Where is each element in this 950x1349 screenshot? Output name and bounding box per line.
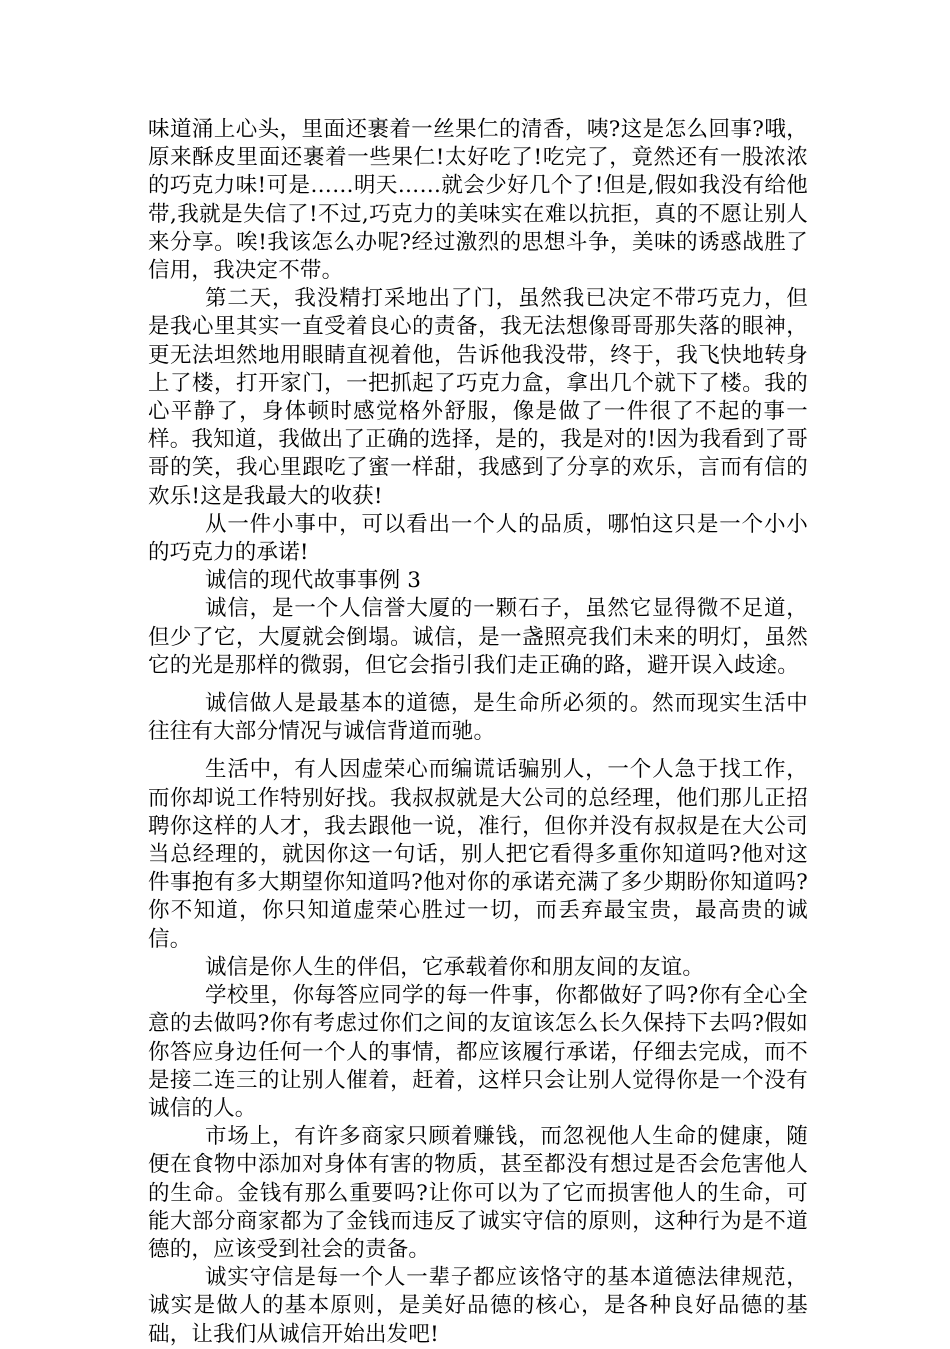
- paragraph-basic-morality: 诚信做人是最基本的道德，是生命所必须的。然而现实生活中往往有大部分情况与诚信背道而驰。: [148, 691, 808, 745]
- document-body: [148, 116, 808, 1349]
- paragraph-conclusion: 从一件小事中，可以看出一个人的品质，哪怕这只是一个小小的巧克力的承诺!: [148, 511, 808, 566]
- paragraph-market: 市场上，有许多商家只顾着赚钱，而忽视他人生命的健康，随便在食物中添加对身体有害的物质，甚至都没有想过是否会危害他人的生命。金钱有那么重要吗?让你可以为了它而损害他人的生命，可能大部分商家都为了金钱而违反了诚实守信的原则，这种行为是不道德的，应该受到社会的责备。: [148, 1124, 808, 1262]
- paragraph-school: 学校里，你每答应同学的每一件事，你都做好了吗?你有全心全意的去做吗?你有考虑过你们之间的友谊该怎么长久保持下去吗?假如你答应身边任何一个人的事情，都应该履行承诺，仔细去完成，而不是接二连三的让别人催着，赶着，这样只会让别人觉得你是一个没有诚信的人。: [148, 983, 808, 1121]
- paragraph-companion: 诚信是你人生的伴侣，它承载着你和朋友间的友谊。: [204, 954, 705, 980]
- paragraph-vanity: 生活中，有人因虚荣心而编谎话骗别人，一个人急于找工作，而你却说工作特别好找。我叔叔就是大公司的总经理，他们那儿正招聘你这样的人才，我去跟他一说，准行，但你并没有叔叔是在大公司当总经理的，就因你这一句话，别人把它看得多重你知道吗?他对这件事抱有多大期望你知道吗?他对你的承诺充满了多少期盼你知道吗?你不知道，你只知道虚荣心胜过一切，而丢弃最宝贵，最高贵的诚信。: [148, 757, 808, 952]
- paragraph-closing: 诚实守信是每一个人一辈子都应该恪守的基本道德法律规范，诚实是做人的基本原则，是美好品德的核心，是各种良好品德的基础，让我们从诚信开始出发吧!: [148, 1265, 808, 1347]
- section-heading: 诚信的现代故事事例 3: [204, 568, 422, 594]
- paragraph-second-day: 第二天，我没精打采地出了门，虽然我已决定不带巧克力，但是我心里其实一直受着良心的责备，我无法想像哥哥那失落的眼神，更无法坦然地用眼睛直视着他，告诉他我没带，终于，我飞快地转身上了楼，打开家门，一把抓起了巧克力盒，拿出几个就下了楼。我的心平静了，身体顿时感觉格外舒服，像是做了一件很了不起的事一样。我知道，我做出了正确的选择，是的，我是对的!因为我看到了哥哥的笑，我心里跟吃了蜜一样甜，我感到了分享的欢乐，言而有信的欢乐!这是我最大的收获!: [148, 286, 808, 509]
- paragraph-continuation: 味道涌上心头，里面还裹着一丝果仁的清香，咦?这是怎么回事?哦，原来酥皮里面还裹着一些果仁!太好吃了!吃完了，竟然还有一股浓浓的巧克力味!可是……明天……就会少好几个了!但是,假如我没有给他带,我就是失信了!不过,巧克力的美味实在难以抗拒，真的不愿让别人来分享。唉!我该怎么办呢?经过激烈的思想斗争，美味的诱惑战胜了信用，我决定不带。: [148, 117, 808, 284]
- paragraph-integrity-definition: 诚信，是一个人信誉大厦的一颗石子，虽然它显得微不足道，但少了它，大厦就会倒塌。诚信，是一盏照亮我们未来的明灯，虽然它的光是那样的微弱，但它会指引我们走正确的路，避开误入歧途。: [148, 596, 808, 678]
